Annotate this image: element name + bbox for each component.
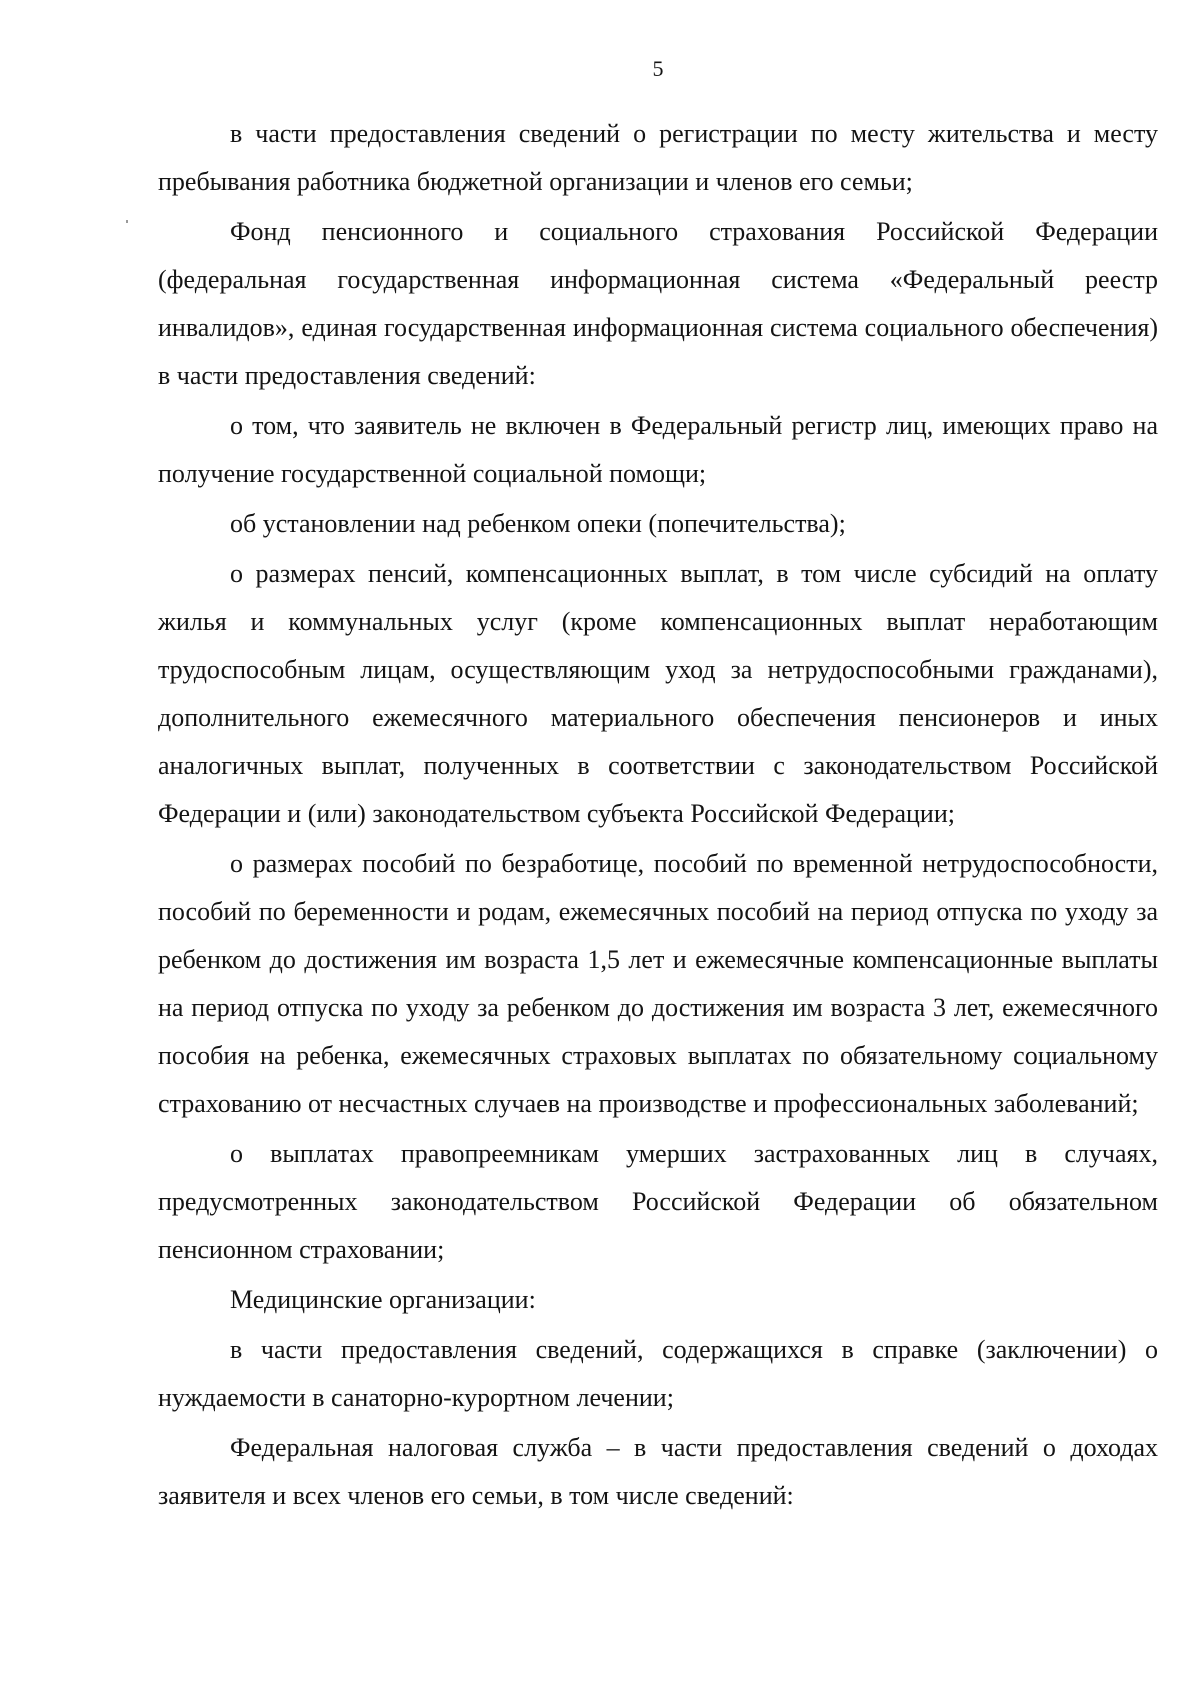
paragraph-successors-payments: о выплатах правопреемникам умерших застрахованных лиц в случаях, предусмотренных законодательством Российской Федерации об обязательном пенсионном страховании;	[158, 1139, 1158, 1264]
paragraph-registration-info: в части предоставления сведений о регистрации по месту жительства и месту пребывания работника бюджетной организации и членов его семьи;	[158, 119, 1158, 196]
paragraph-medical-organizations: Медицинские организации:	[230, 1285, 536, 1314]
paragraph-social-assistance-register: о том, что заявитель не включен в Федеральный регистр лиц, имеющих право на получение государственной социальной помощи;	[158, 411, 1158, 488]
paragraph-tax-service: Федеральная налоговая служба – в части предоставления сведений о доходах заявителя и всех членов его семьи, в том числе сведений:	[158, 1433, 1158, 1510]
paragraph-pension-fund: Фонд пенсионного и социального страхования Российской Федерации (федеральная государственная информационная система «Федеральный реестр инвалидов», единая государственная информационная система социального обеспечения) в части предоставления сведений:	[158, 217, 1158, 390]
paragraph-benefits-unemployment: о размерах пособий по безработице, пособий по временной нетрудоспособности, пособий по беременности и родам, ежемесячных пособий на период отпуска по уходу за ребенком до достижения им возраста 1,5 лет и ежемесячные компенсационные выплаты на период отпуска по уходу за ребенком до достижения им возраста 3 лет, ежемесячного пособия на ребенка, ежемесячных страховых выплатах по обязательному социальному страхованию от несчастных случаев на производстве и профессиональных заболеваний;	[158, 849, 1158, 1118]
paragraph-pensions-compensation: о размерах пенсий, компенсационных выплат, в том числе субсидий на оплату жилья и коммунальных услуг (кроме компенсационных выплат неработающим трудоспособным лицам, осуществляющим уход за нетрудоспособными гражданами), дополнительного ежемесячного материального обеспечения пенсионеров и иных аналогичных выплат, полученных в соответствии с законодательством Российской Федерации и (или) законодательством субъекта Российской Федерации;	[158, 559, 1158, 828]
paragraph-guardianship: об установлении над ребенком опеки (попечительства);	[230, 509, 846, 538]
paragraph-sanatorium-treatment: в части предоставления сведений, содержащихся в справке (заключении) о нуждаемости в санаторно-курортном лечении;	[158, 1335, 1158, 1412]
scan-artifact-mark	[126, 220, 128, 223]
document-body	[158, 110, 1158, 1520]
page-number: 5	[652, 56, 664, 81]
